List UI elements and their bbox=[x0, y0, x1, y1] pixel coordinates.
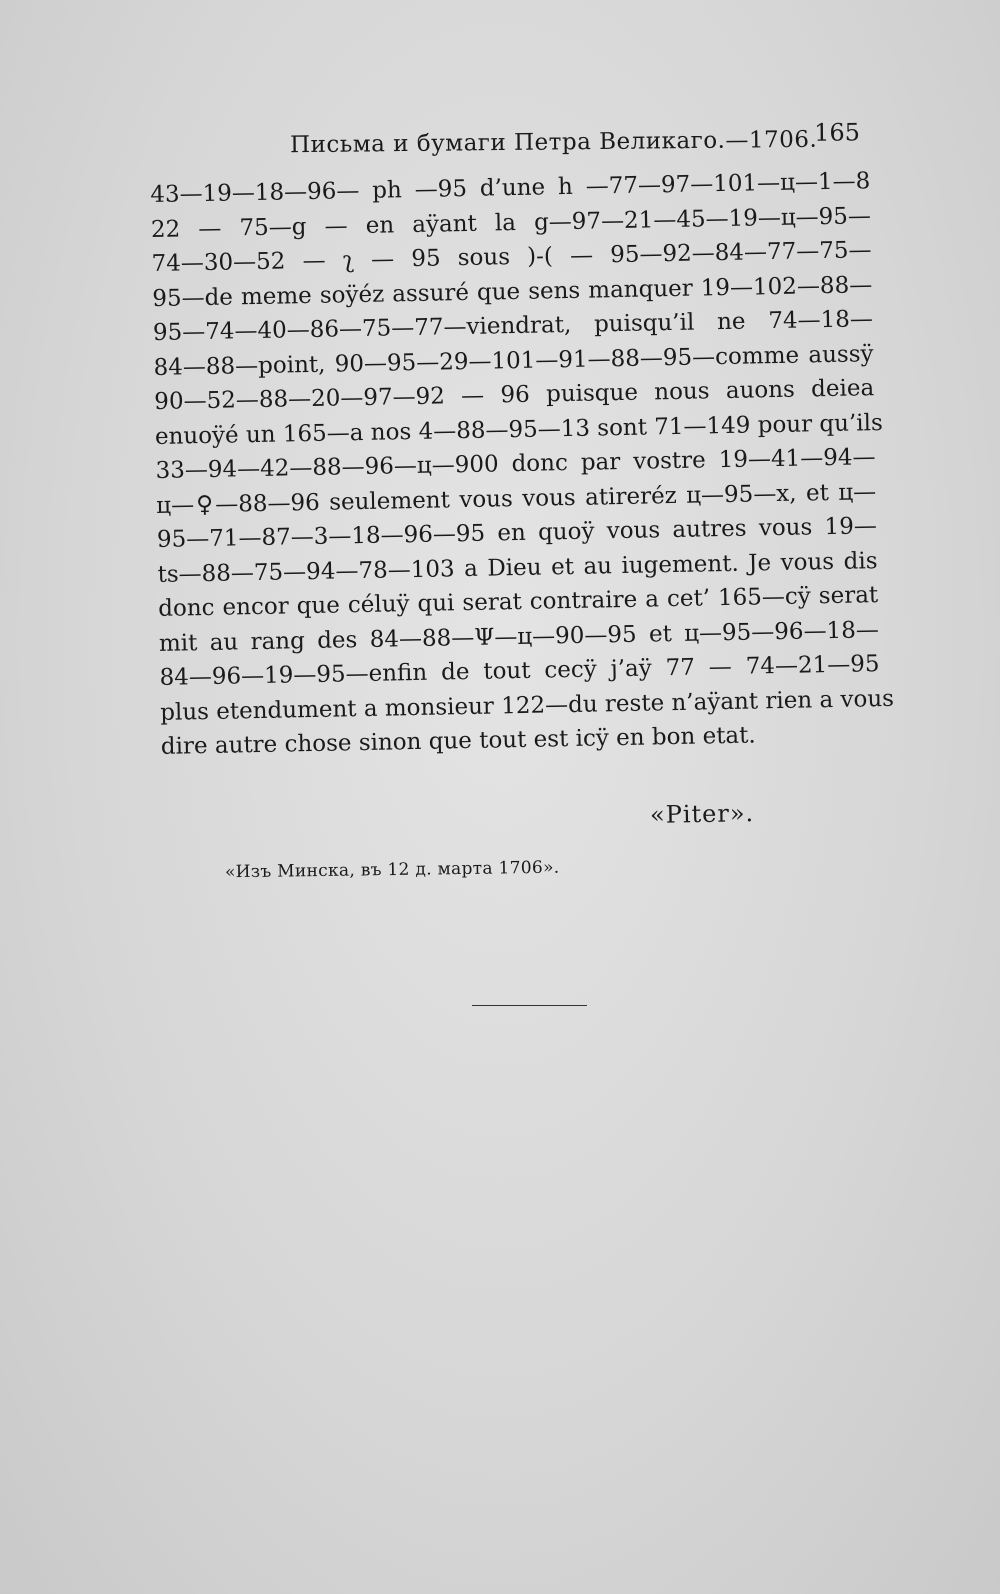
text-line: 95—71—87—3—18—96—95 en quoÿ vous autres vous 19— bbox=[156, 513, 878, 553]
text-line: ts—88—75—94—78—103 a Dieu et au iugement. Je vous dis bbox=[157, 547, 878, 588]
text-line: 95—de meme soÿéz assuré que sens manquer 19—102—88— bbox=[152, 271, 873, 312]
text-line: plus etendument a monsieur 122—du reste n’aÿant rien a vous bbox=[160, 685, 895, 726]
section-divider bbox=[472, 1005, 587, 1006]
letter-body bbox=[150, 164, 895, 764]
text-line: donc encor que céluÿ qui serat contraire a cet’ 165—cÿ serat bbox=[158, 582, 879, 622]
dateline: «Изъ Минска, въ 12 д. марта 1706». bbox=[224, 857, 560, 883]
running-head bbox=[150, 118, 860, 165]
text-line: 22 — 75—g — en aÿant la g—97—21—45—19—ц—95— bbox=[150, 202, 872, 243]
signature: «Piter». bbox=[649, 799, 755, 829]
text-line: 43—19—18—96— ph —95 d’une h —77—97—101—ц—1—8 bbox=[150, 168, 871, 208]
text-line: ц—♀—88—96 seulement vous vous atireréz ц—95—x, et ц— bbox=[156, 478, 877, 519]
page-number: 165 bbox=[813, 118, 861, 147]
text-line: 90—52—88—20—97—92 — 96 puisque nous auons deiea bbox=[154, 375, 875, 415]
text-line: enuoÿé un 165—a nos 4—88—95—13 sont 71—149 pour qu’ils bbox=[154, 409, 884, 450]
text-line: dire autre chose sinon que tout est icÿ en bon etat. bbox=[160, 722, 756, 760]
text-line: 74—30—52 — ʅ — 95 sous )-( — 95—92—84—77—75— bbox=[151, 237, 872, 277]
text-line: mit au rang des 84—88—Ψ—ц—90—95 et ц—95—96—18— bbox=[158, 616, 880, 657]
text-line: 84—96—19—95—enfin de tout cecÿ j’aÿ 77 — 74—21—95 bbox=[159, 651, 880, 691]
text-line: 33—94—42—88—96—ц—900 donc par vostre 19—41—94— bbox=[155, 444, 876, 484]
text-line: 84—88—point, 90—95—29—101—91—88—95—comme aussÿ bbox=[153, 340, 874, 381]
text-line: 95—74—40—86—75—77—viendrat, puisqu’il ne 74—18— bbox=[152, 306, 874, 346]
running-title: Письма и бумаги Петра Великаго.—1706. bbox=[289, 126, 818, 159]
